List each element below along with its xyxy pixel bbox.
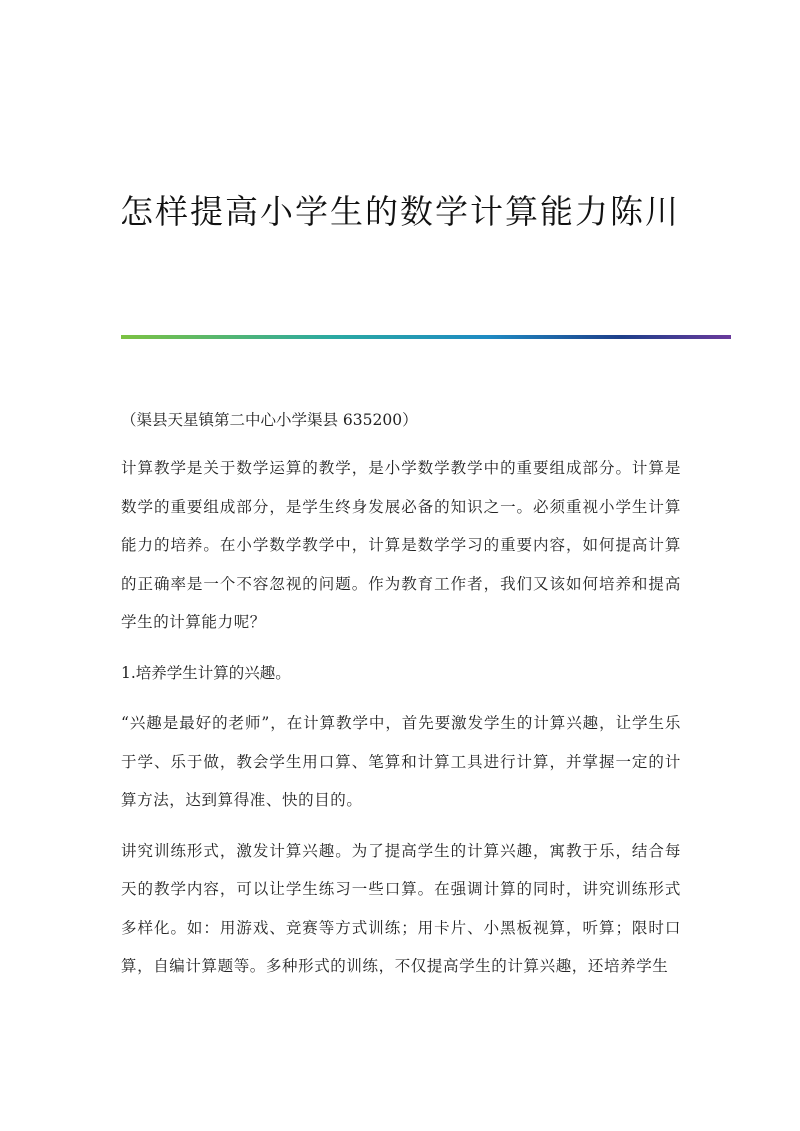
document-title: 怎样提高小学生的数学计算能力陈川 <box>120 192 680 231</box>
paragraph-interest-quote: “兴趣是最好的老师”，在计算教学中，首先要激发学生的计算兴趣，让学生乐于学、乐于做，教会学生用口算、笔算和计算工具进行计算，并掌握一定的计算方法，达到算得准、快的目的。 <box>121 714 681 809</box>
paragraph-training-forms: 讲究训练形式，激发计算兴趣。为了提高学生的计算兴趣，寓教于乐，结合每天的教学内容，可以让学生练习一些口算。在强调计算的同时，讲究训练形式多样化。如：用游戏、竞赛等方式训练；用卡片、小黑板视算，听算；限时口算，自编计算题等。多种形式的训练，不仅提高学生的计算兴趣，还培养学生 <box>121 841 681 975</box>
paragraph-intro: 计算教学是关于数学运算的教学，是小学数学教学中的重要组成部分。计算是数学的重要组成部分，是学生终身发展必备的知识之一。必须重视小学生计算能力的培养。在小学数学教学中，计算是数学学习的重要内容，如何提高计算的正确率是一个不容忽视的问题。作为教育工作者，我们又该如何培养和提高学生的计算能力呢？ <box>121 459 681 631</box>
title-divider <box>121 335 731 339</box>
document-body <box>121 449 681 998</box>
author-affiliation: （渠县天星镇第二中心小学渠县 635200） <box>121 411 418 429</box>
section-heading-1: 1.培养学生计算的兴趣。 <box>121 663 291 682</box>
